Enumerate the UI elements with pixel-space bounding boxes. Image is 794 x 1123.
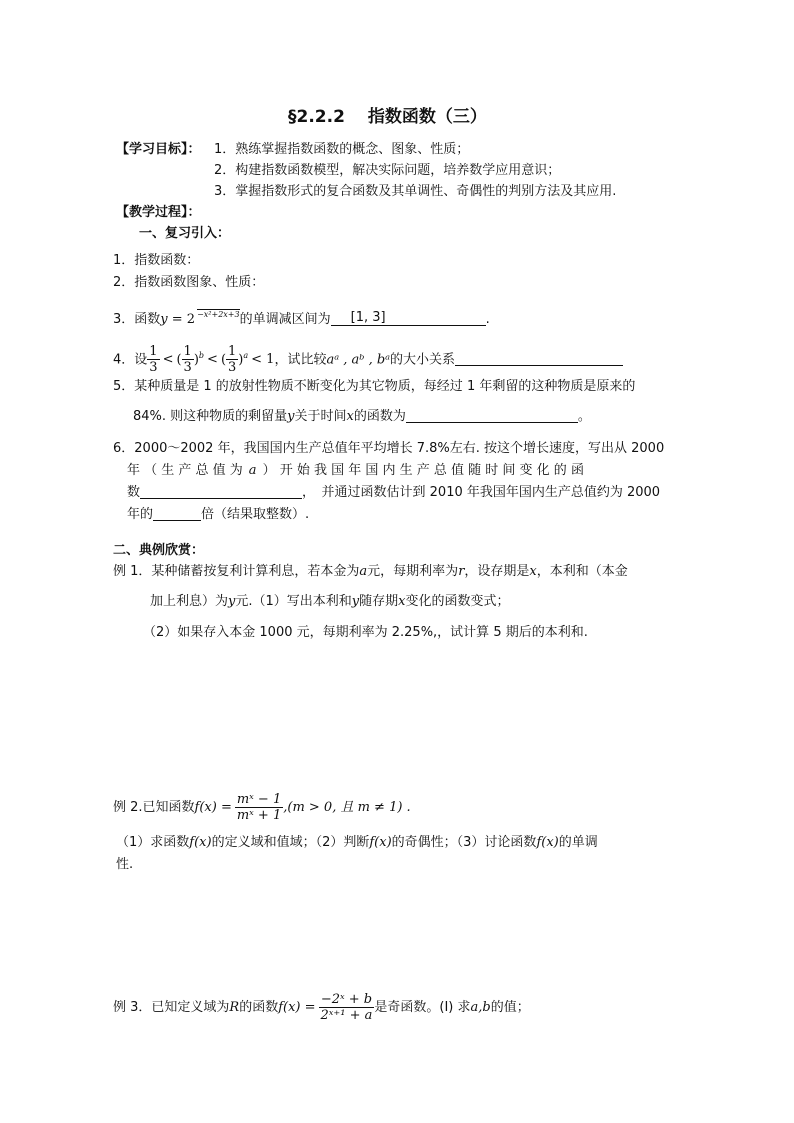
- q3-exponent: −x²+2x+3: [197, 310, 240, 319]
- ex3-fraction: $\frac{\text{−2ˣ + b}}{\text{2ˣ⁺¹ + a}}$: [320, 992, 373, 1023]
- section-review: 一、复习引入：: [139, 226, 231, 241]
- example-2-line-2: （1）求函数f(x)的定义域和值域；（2）判断f(x)的奇偶性；（3）讨论函数f(x)的单调: [116, 835, 598, 850]
- objective-item-1: 1．熟练掌握指数函数的概念、图象、性质；: [214, 142, 470, 157]
- q5-answer-blank[interactable]: [406, 408, 578, 423]
- question-5-line-1: 5．某种质量是 1 的放射性物质不断变化为其它物质，每经过 1 年剩留的这种物质是原来的: [113, 379, 636, 394]
- question-6-line-4: 年的 倍（结果取整数）.: [127, 507, 310, 522]
- process-label: 【教学过程】：: [116, 205, 201, 220]
- q4-frac-2: $\frac{1}{3}$: [183, 344, 192, 376]
- page-title: §2.2.2 指数函数（三）: [288, 107, 487, 127]
- q3-suffix: 的单调减区间为: [239, 312, 331, 327]
- objective-item-3: 3．掌握指数形式的复合函数及其单调性、奇偶性的判别方法及其应用.: [214, 184, 617, 199]
- q3-var-y: y: [160, 312, 168, 327]
- q6-multiple-blank[interactable]: [153, 506, 201, 521]
- question-5-line-2: 84%. 则这种物质的剩留量y关于时间x的函数为 。: [133, 409, 591, 424]
- q4-prefix: 4．设: [113, 352, 148, 368]
- question-4: 4．设 $\frac{1}{3}$ < ( $\frac{1}{3}$ )$^b$ < ( $\frac{1}{3}$ )$^a$ < 1，试比较aᵃ , aᵇ , bᵃ的大小关系: [113, 340, 623, 376]
- q3-answer-blank[interactable]: [1, 3]: [331, 311, 486, 326]
- example-1-line-3: （2）如果存入本金 1000 元，每期利率为 2.25%,，试计算 5 期后的本利和.: [143, 625, 588, 640]
- q4-compare: aᵃ , aᵇ , bᵃ: [326, 352, 391, 368]
- question-6-line-3: 数 ， 并通过函数估计到 2010 年我国年国内生产总值约为 2000: [127, 485, 661, 500]
- question-2: 2．指数函数图象、性质：: [113, 275, 265, 290]
- ex2-fraction: $\frac{\text{mˣ − 1}}{\text{mˣ + 1}}$: [236, 792, 282, 823]
- question-6-line-1: 6．2000～2002 年，我国国内生产总值年平均增长 7.8%左右. 按这个增长速度，写出从 2000: [113, 441, 665, 456]
- section-examples: 二、典例欣赏：: [113, 543, 205, 558]
- example-3-line-1: 例 3．已知定义域为R的函数f(x) = $\frac{\text{−2ˣ + b}}{\text{2ˣ⁺¹ + a}}$ 是奇函数。(Ⅰ) 求a,b的值；: [113, 992, 530, 1023]
- question-3: 3．函数y = 2 $^{-x^2+2x+3}$的单调减区间为 [1, 3] .: [113, 310, 490, 327]
- q4-frac-3: $\frac{1}{3}$: [228, 344, 237, 376]
- objective-item-2: 2．构建指数函数模型，解决实际问题，培养数学应用意识；: [214, 163, 561, 178]
- question-6-line-2: 年 （ 生 产 总 值 为 a ） 开 始 我 国 年 国 内 生 产 总 值 随 时 间 变 化 的 函: [127, 463, 584, 478]
- example-2-line-1: 例 2.已知函数f(x) = $\frac{\text{mˣ − 1}}{\text{mˣ + 1}}$ ,(m > 0, 且 m ≠ 1) .: [113, 792, 411, 823]
- q3-prefix: 3．函数: [113, 312, 161, 327]
- q4-answer-blank[interactable]: [455, 351, 623, 366]
- example-2-line-3: 性.: [116, 857, 134, 872]
- q4-frac-1: $\frac{1}{3}$: [149, 344, 158, 376]
- q3-eq: = 2: [167, 312, 196, 327]
- example-1-line-2: 加上利息）为y元.（1）写出本利和y随存期x变化的函数变式；: [150, 594, 510, 609]
- objectives-label: 【学习目标】：: [116, 142, 201, 157]
- question-1: 1．指数函数：: [113, 253, 200, 268]
- q6-function-blank[interactable]: [140, 484, 302, 499]
- example-1-line-1: 例 1．某种储蓄按复利计算利息，若本金为a元，每期利率为r，设存期是x，本利和（本金: [113, 564, 628, 579]
